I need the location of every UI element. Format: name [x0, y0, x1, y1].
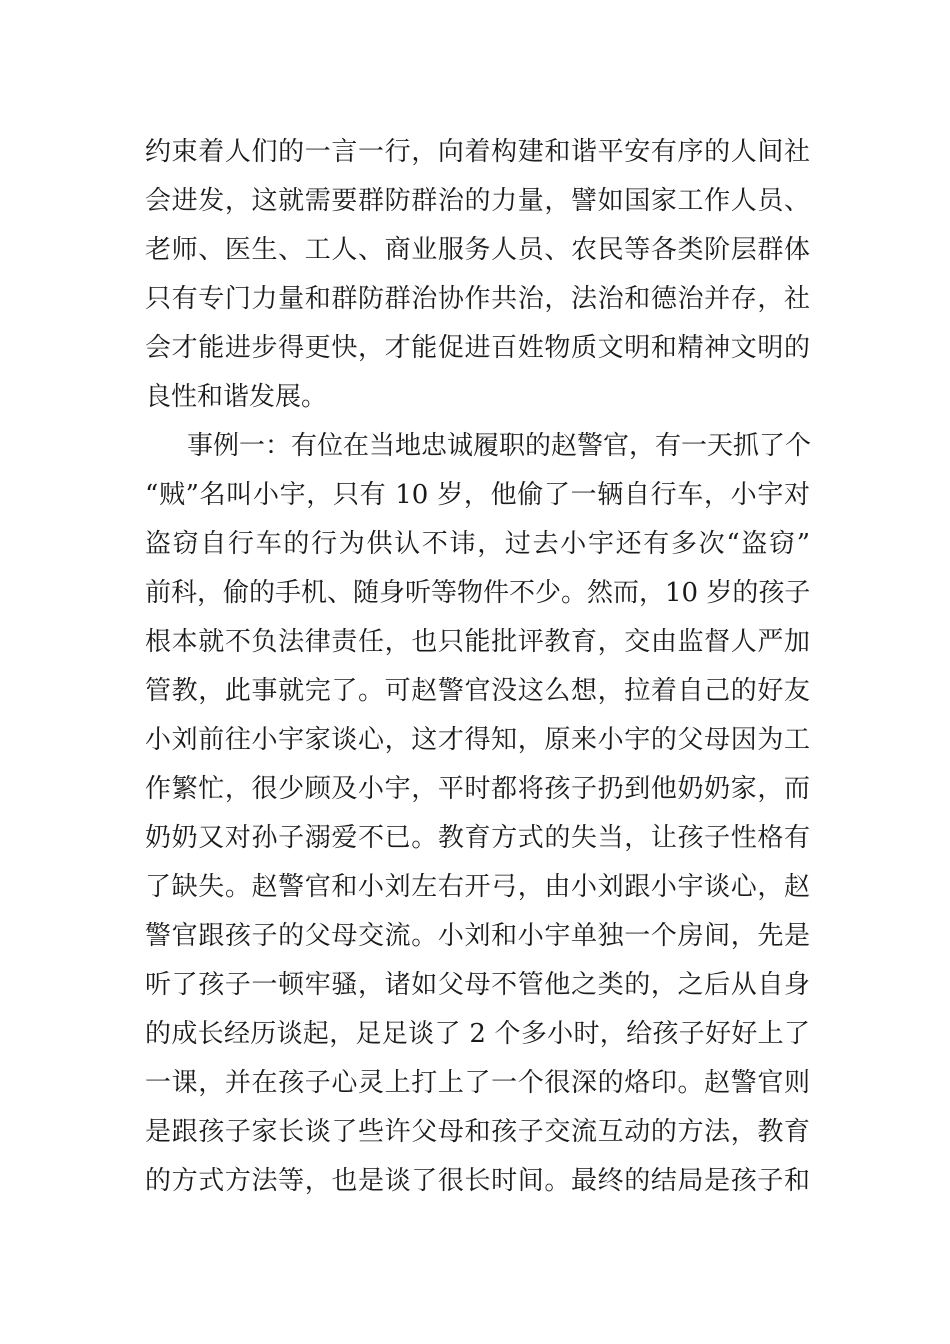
text-line: 听了孩子一顿牢骚，诸如父母不管他之类的，之后从自身	[145, 970, 810, 1000]
text-line: 奶奶又对孙子溺爱不已。教育方式的失当，让孩子性格有	[145, 823, 810, 853]
text-line: “贼”名叫小宇，只有 10 岁，他偷了一辆自行车，小宇对	[145, 480, 810, 510]
text-line: 的方式方法等，也是谈了很长时间。最终的结局是孩子和	[145, 1166, 810, 1196]
text-line: 会进发，这就需要群防群治的力量，譬如国家工作人员、	[145, 186, 810, 216]
text-line: 老师、医生、工人、商业服务人员、农民等各类阶层群体	[145, 235, 810, 265]
text-line: 良性和谐发展。	[145, 382, 328, 412]
text-line: 警官跟孩子的父母交流。小刘和小宇单独一个房间，先是	[145, 921, 810, 951]
text-line: 的成长经历谈起，足足谈了 2 个多小时，给孩子好好上了	[145, 1019, 810, 1049]
text-line: 盗窃自行车的行为供认不讳，过去小宇还有多次“盗窃”	[145, 529, 810, 559]
text-line: 约束着人们的一言一行，向着构建和谐平安有序的人间社	[145, 137, 810, 167]
text-line: 会才能进步得更快，才能促进百姓物质文明和精神文明的	[145, 333, 810, 363]
text-line: 前科，偷的手机、随身听等物件不少。然而，10 岁的孩子	[145, 578, 811, 608]
text-line: 管教，此事就完了。可赵警官没这么想，拉着自己的好友	[145, 676, 810, 706]
body-text	[145, 128, 810, 1206]
text-line: 根本就不负法律责任，也只能批评教育，交由监督人严加	[145, 627, 810, 657]
text-line: 小刘前往小宇家谈心，这才得知，原来小宇的父母因为工	[145, 725, 810, 755]
text-line: 是跟孩子家长谈了些许父母和孩子交流互动的方法，教育	[145, 1117, 810, 1147]
text-line: 作繁忙，很少顾及小宇，平时都将孩子扔到他奶奶家，而	[145, 774, 810, 804]
text-line: 一课，并在孩子心灵上打上了一个很深的烙印。赵警官则	[145, 1068, 810, 1098]
text-line: 只有专门力量和群防群治协作共治，法治和德治并存，社	[145, 284, 810, 314]
text-line: 了缺失。赵警官和小刘左右开弓，由小刘跟小宇谈心，赵	[145, 872, 810, 902]
paragraph-first-line: 事例一：有位在当地忠诚履职的赵警官，有一天抓了个	[187, 431, 812, 461]
